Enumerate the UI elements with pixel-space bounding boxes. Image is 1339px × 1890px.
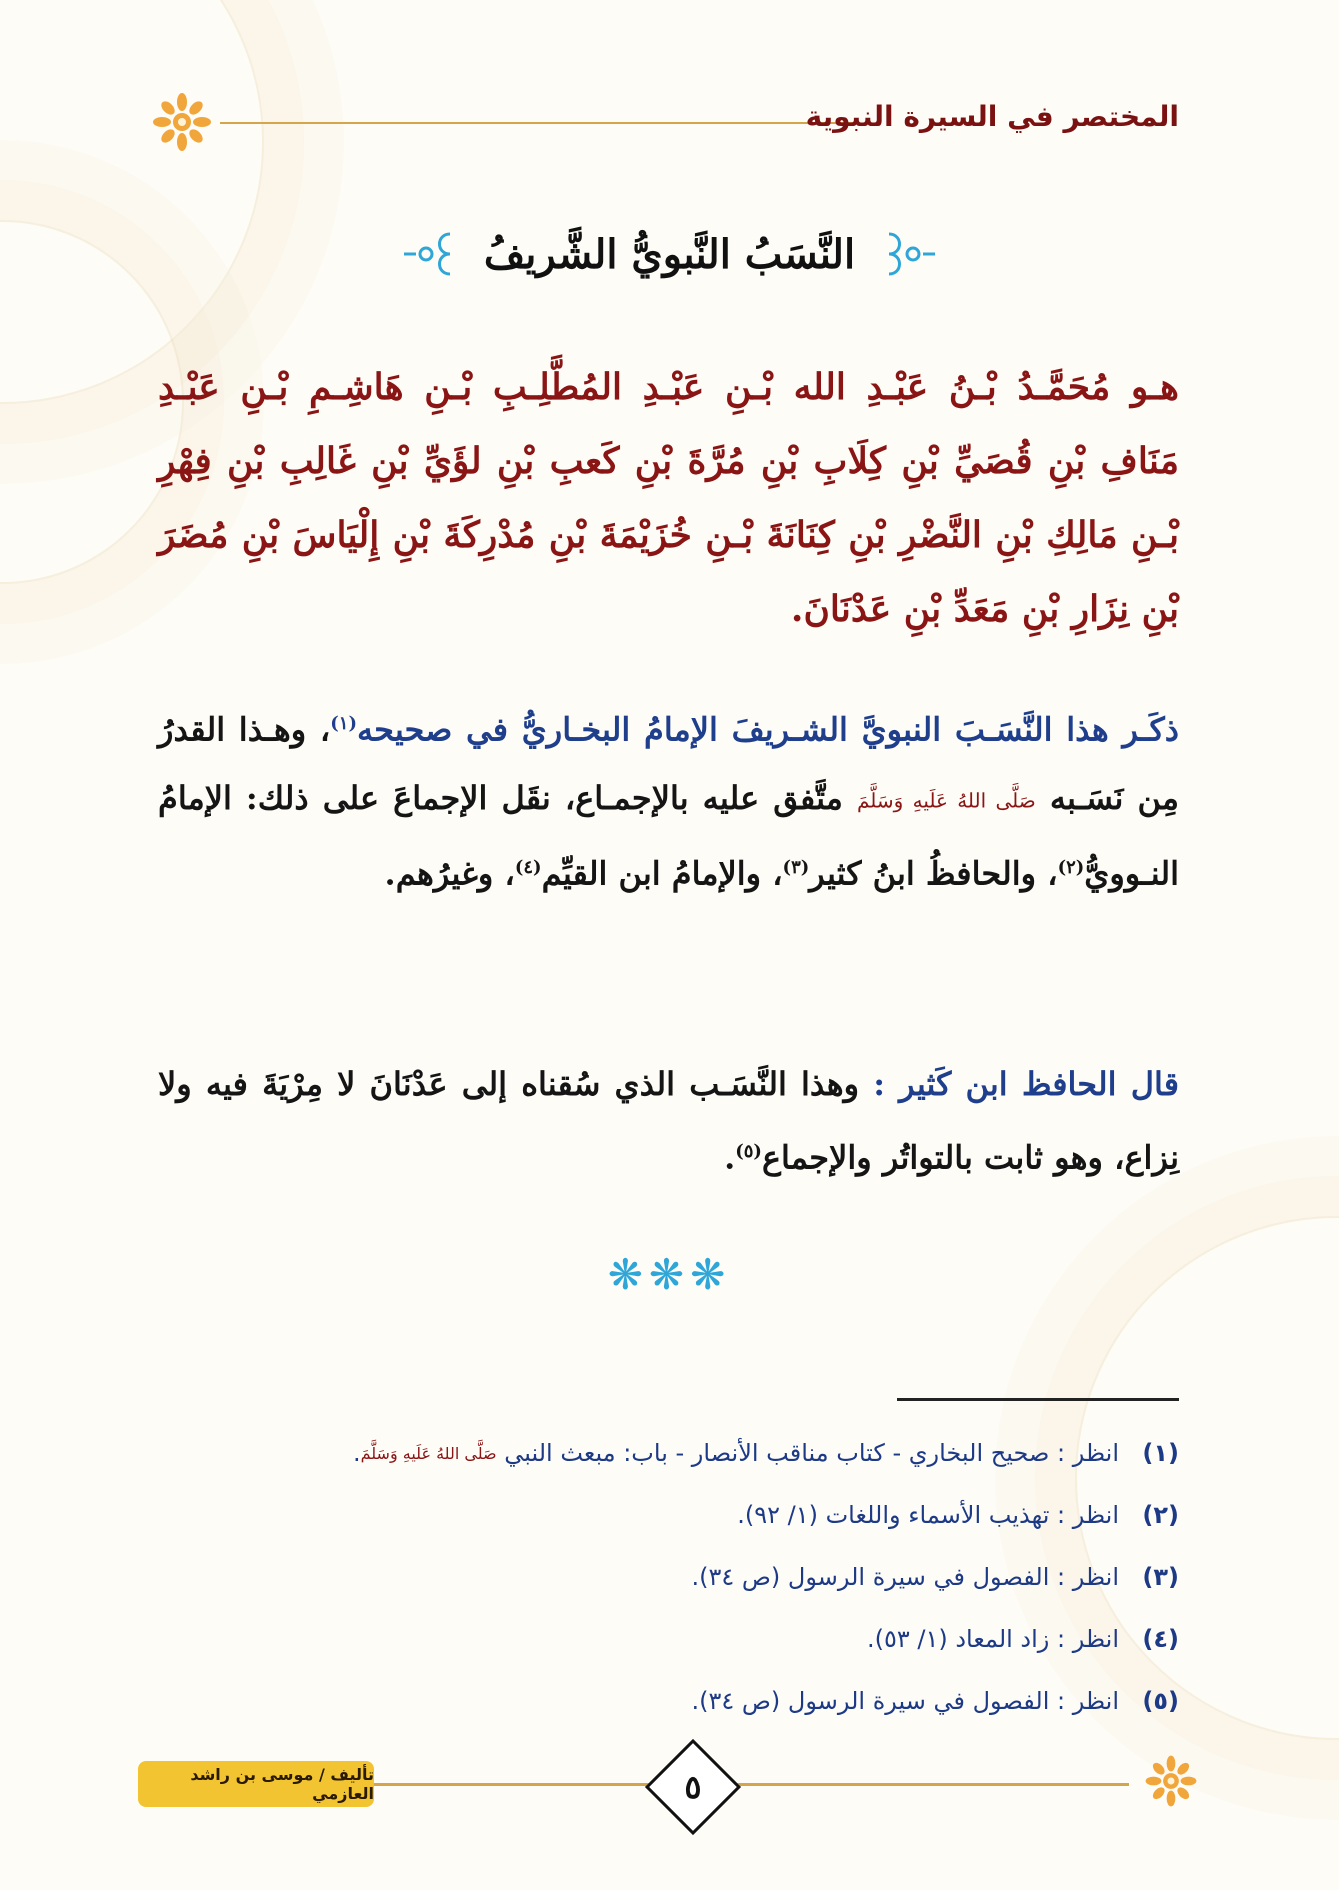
page-header <box>150 92 1179 152</box>
paragraph-text: . <box>724 1138 736 1177</box>
footnote-number: (١) <box>1142 1439 1179 1467</box>
footnote-number: (٣) <box>1142 1563 1179 1591</box>
salawat-text: صَلَّى اللهُ عَلَيهِ وَسَلَّمَ <box>856 788 1036 813</box>
flower-ornament-icon <box>150 90 214 154</box>
ornament-right-icon <box>883 230 939 278</box>
footnote-end: . <box>352 1439 361 1467</box>
asterism-icon: ❋❋❋ <box>607 1250 732 1299</box>
footnote-number: (٥) <box>1142 1687 1179 1715</box>
section-separator <box>0 1250 1339 1299</box>
paragraph-bukhari <box>158 690 1179 908</box>
footnote-text: انظر : الفصول في سيرة الرسول (ص ٣٤). <box>691 1687 1119 1715</box>
footnote-item <box>158 1616 1179 1678</box>
salawat-text: صَلَّى اللهُ عَلَيهِ وَسَلَّمَ <box>360 1444 497 1463</box>
page-footer <box>0 1745 1339 1825</box>
paragraph-text: ، والحافظُ ابنُ كثير <box>809 854 1058 893</box>
flower-ornament-icon <box>1143 1753 1199 1809</box>
footnote-ref: (٤) <box>514 857 542 879</box>
book-title: المختصر في السيرة النبوية <box>805 100 1179 133</box>
author-badge: تأليف / موسى بن راشد العازمي <box>138 1761 374 1807</box>
header-divider <box>220 122 859 124</box>
footnote-ref: (٥) <box>735 1141 762 1162</box>
paragraph-ibn-kathir <box>158 1050 1179 1192</box>
paragraph-text: وهذا النَّسَـب الذي سُقناه إلى عَدْنَانَ لا مِرْيَةَ فيه ولا نِزاع، وهو ثابت بالتواتُر والإجماع <box>158 1065 1179 1177</box>
paragraph-text: ، والإمامُ ابن القيِّم <box>541 854 783 893</box>
lineage-text: هـو مُحَمَّـدُ بْـنُ عَبْـدِ الله بْـنِ عَبْـدِ المُطَّلِـبِ بْـنِ هَاشِـمِ بْـنِ عَبْـدِ مَنَافِ بْنِ قُصَيِّ بْنِ كِلَابِ بْنِ مُرَّةَ بْنِ كَعبِ بْنِ لؤَيِّ بْنِ غَالِبِ بْنِ فِهْرِ بْـنِ مَالِكِ بْنِ النَّضْرِ بْنِ كِنَانَةَ بْـنِ خُزَيْمَةَ بْنِ مُدْرِكَةَ بْنِ إِلْيَاسَ بْنِ مُضَرَ بْنِ نِزَارِ بْنِ مَعَدِّ بْنِ عَدْنَانَ. <box>158 366 1179 630</box>
footnote-item <box>158 1678 1179 1740</box>
paragraph-lead: ذكَـر هذا النَّسَـبَ النبويَّ الشـريفَ الإمامُ البخـاريُّ في صحيحه <box>357 710 1180 749</box>
paragraph-text: ، وهـذا القدرُ مِن نَسَـبه <box>158 710 1180 817</box>
footnote-text: انظر : صحيح البخاري - كتاب مناقب الأنصار - باب: مبعث النبي <box>504 1439 1119 1467</box>
footnote-ref: (١) <box>330 713 357 734</box>
footnote-ref: (٣) <box>782 857 810 879</box>
footnote-ref: (٢) <box>1057 857 1085 879</box>
footer-divider <box>370 1783 1129 1786</box>
footnote-text: انظر : الفصول في سيرة الرسول (ص ٣٤). <box>691 1563 1119 1591</box>
footnote-number: (٤) <box>1142 1625 1179 1653</box>
footnote-text: انظر : زاد المعاد (١/ ٥٣). <box>866 1625 1119 1653</box>
page-number: ٥ <box>684 1768 702 1806</box>
paragraph-text: متَّفق عليه بالإجمـاع، نقَل الإجماعَ على ذلك: الإمامُ النـوويُّ <box>158 778 1179 893</box>
footnote-rule <box>897 1398 1179 1401</box>
page-number-diamond <box>645 1739 741 1835</box>
section-title: النَّسَبُ النَّبويُّ الشَّريفُ <box>483 230 856 278</box>
footnote-item <box>158 1554 1179 1616</box>
footnote-item <box>158 1430 1179 1492</box>
footnote-text: انظر : تهذيب الأسماء واللغات (١/ ٩٢). <box>737 1501 1119 1529</box>
paragraph-lead: قال الحافظ ابن كَثير : <box>873 1065 1180 1103</box>
ornament-left-icon <box>400 230 456 278</box>
paragraph-text: ، وغيرُهم. <box>384 854 515 893</box>
footnotes-list <box>158 1430 1179 1740</box>
section-heading <box>0 230 1339 282</box>
footnote-item <box>158 1492 1179 1554</box>
footnote-number: (٢) <box>1142 1501 1179 1529</box>
